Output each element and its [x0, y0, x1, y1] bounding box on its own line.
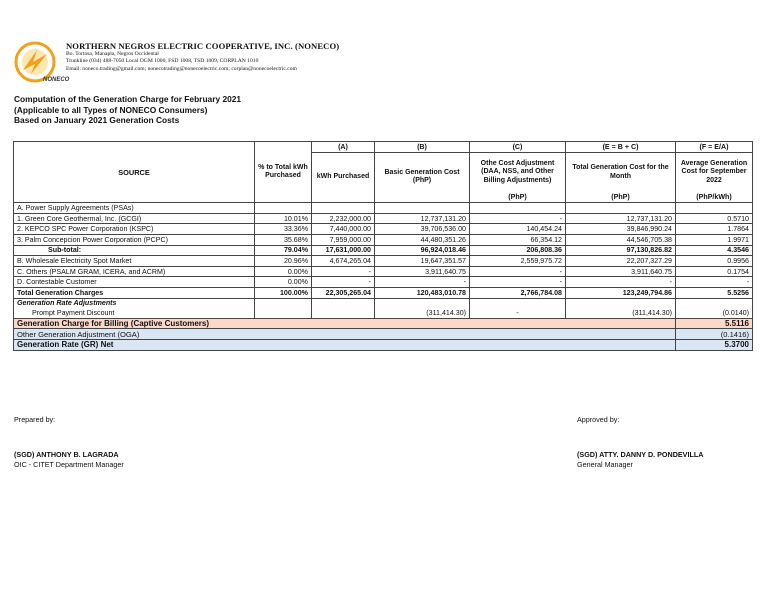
svg-text:NONECO: NONECO	[43, 77, 70, 83]
approved-signatory	[577, 450, 703, 469]
col-source: SOURCE	[14, 142, 255, 203]
document-subtitle: (Applicable to all Types of NONECO Consumers)	[14, 104, 208, 115]
table-row: C. Others (PSALM GRAM, ICERA, and ACRM) 0.00% - 3,911,640.75 - 3,911,640.75 0.1754	[14, 266, 753, 277]
table-row: 3. Palm Concepcion Power Corporation (PCPC) 35.68% 7,959,000.00 44,480,351.26 66,354.12 44,546,705.38 1.9971	[14, 234, 753, 245]
col-c: Othe Cost Adjustment (DAA, NSS, and Other Billing Adjustments)	[470, 152, 566, 193]
org-email: Email: noneco.trading@gmail.com; nonecotrading@nonecoelectric.com; corplan@nonecoelectric.com	[66, 65, 297, 72]
prompt-payment-label: Prompt Payment Discount	[14, 308, 255, 318]
col-e: Total Generation Cost for the Month	[566, 152, 676, 193]
col-b-code: (B)	[375, 142, 470, 153]
adjustments-heading: Generation Rate Adjustments	[14, 298, 255, 308]
prepared-by-block	[14, 415, 55, 425]
approved-label: Approved by:	[577, 415, 620, 424]
prepared-label: Prepared by:	[14, 415, 56, 424]
row-source: B. Wholesale Electricity Spot Market	[14, 256, 255, 267]
org-address: Bo. Tortosa, Manapla, Negros Occidental	[66, 51, 159, 57]
gr-value: 5.3700	[676, 339, 753, 350]
col-a-code: (A)	[312, 142, 375, 153]
col-b: Basic Generation Cost (PhP)	[375, 152, 470, 203]
table-row: 1. Green Core Geothermal, Inc. (GCGI) 10.01% 2,232,000.00 12,737,131.20 - 12,737,131.20 0.5710	[14, 213, 753, 224]
col-c-unit: (PhP)	[470, 193, 566, 203]
adjustments-heading-row	[14, 298, 753, 308]
approved-name: (SGD) ATTY. DANNY D. PONDEVILLA	[577, 450, 704, 459]
table-row: D. Contestable Customer 0.00% - - - - -	[14, 277, 753, 288]
col-a: kWh Purchased	[312, 152, 375, 203]
oga-label: Other Generation Adjustment (OGA)	[14, 329, 676, 340]
col-e-unit: (PhP)	[566, 193, 676, 203]
header-code-row	[14, 142, 753, 153]
oga-row	[14, 329, 753, 340]
org-header	[66, 41, 339, 73]
row-source: C. Others (PSALM GRAM, ICERA, and ACRM)	[14, 266, 255, 277]
row-source: Sub-total:	[14, 245, 255, 256]
approved-by-block	[577, 415, 619, 425]
noneco-logo	[13, 40, 70, 84]
table-row: B. Wholesale Electricity Spot Market 20.96% 4,674,265.04 19,647,351.57 2,559,975.72 22,207,327.29 0.9956	[14, 256, 753, 267]
prepared-signatory	[14, 450, 124, 469]
billing-label: Generation Charge for Billing (Captive Customers)	[14, 318, 676, 329]
generation-charge-table	[13, 141, 753, 351]
prepared-title: OIC - CITET Department Manager	[14, 459, 124, 469]
row-source: D. Contestable Customer	[14, 277, 255, 288]
row-source: 3. Palm Concepcion Power Corporation (PCPC)	[14, 234, 255, 245]
prompt-payment-row: Prompt Payment Discount (311,414.30) - (311,414.30) (0.0140)	[14, 308, 753, 318]
col-e-code: (E = B + C)	[566, 142, 676, 153]
prepared-name: (SGD) ANTHONY B. LAGRADA	[14, 450, 119, 459]
billing-value: 5.5116	[676, 318, 753, 329]
document-title: Computation of the Generation Charge for February 2021	[14, 94, 242, 104]
col-f: Average Generation Cost for September 2022	[676, 152, 753, 193]
approved-title: General Manager	[577, 459, 633, 469]
col-c-code: (C)	[470, 142, 566, 153]
oga-value: (0.1416)	[676, 329, 753, 340]
row-source: A. Power Supply Agreements (PSAs)	[14, 203, 255, 214]
col-f-unit: (PhP/kWh)	[676, 193, 753, 203]
document-basis: Based on January 2021 Generation Costs	[14, 115, 180, 125]
gr-label: Generation Rate (GR) Net	[14, 339, 676, 350]
table-row	[14, 203, 753, 214]
org-name: NORTHERN NEGROS ELECTRIC COOPERATIVE, INC. (NONECO)	[66, 41, 340, 51]
subtotal-row: Sub-total: 79.04% 17,631,000.00 96,924,018.46 206,808.36 97,130,826.82 4.3546	[14, 245, 753, 256]
generation-rate-row	[14, 339, 753, 350]
billing-row	[14, 318, 753, 329]
row-source: 1. Green Core Geothermal, Inc. (GCGI)	[14, 213, 255, 224]
total-row: Total Generation Charges 100.00% 22,305,265.04 120,483,010.78 2,766,784.08 123,249,794.86 5.5256	[14, 287, 753, 298]
col-pct: % to Total kWh Purchased	[255, 142, 312, 203]
org-trunkline: Trunkline (034) 488-7050 Local OGM 1000, FSD 1008, TSD 1009, CORPLAN 1010	[66, 58, 259, 65]
col-f-code: (F = E/A)	[676, 142, 753, 153]
row-source: Total Generation Charges	[14, 287, 255, 298]
table-row: 2. KEPCO SPC Power Corporation (KSPC) 33.36% 7,440,000.00 39,706,536.00 140,454.24 39,846,990.24 1.7864	[14, 224, 753, 235]
document-titles	[14, 94, 241, 126]
row-source: 2. KEPCO SPC Power Corporation (KSPC)	[14, 224, 255, 235]
